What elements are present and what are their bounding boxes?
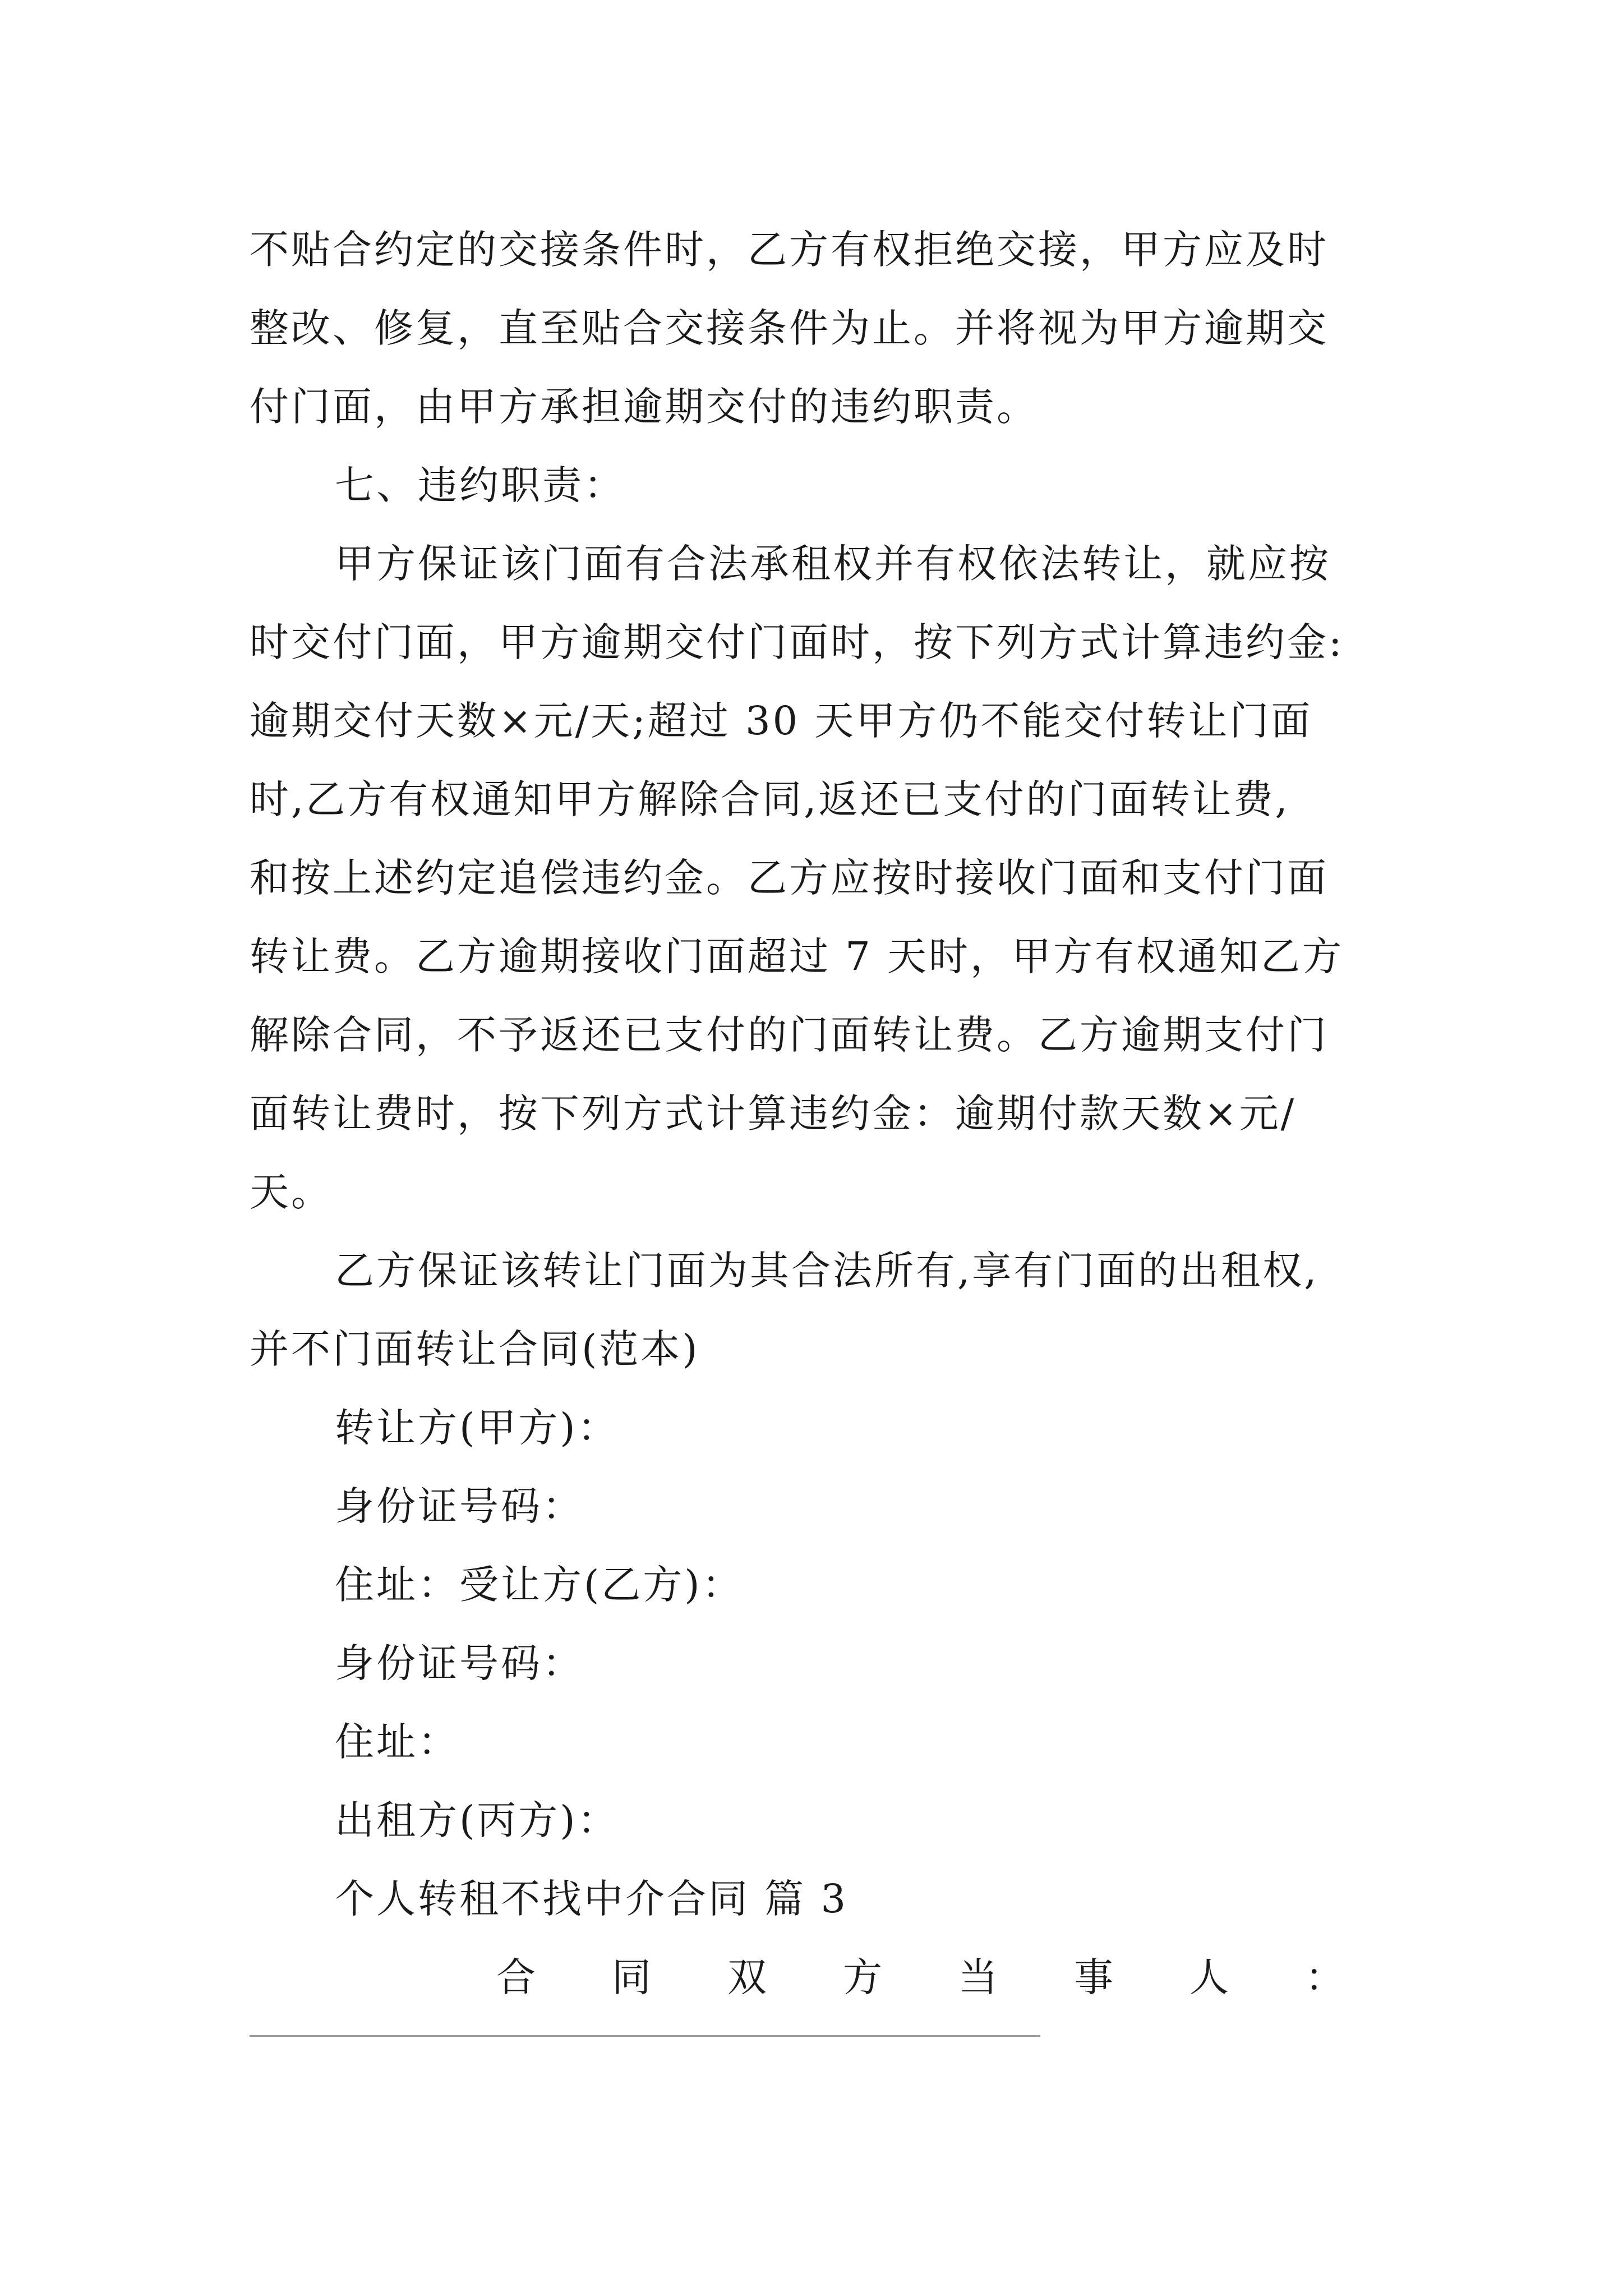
- text-line: 面转让费时，按下列方式计算违约金：逾期付款天数×元/: [250, 1091, 1297, 1137]
- document-body: [250, 210, 1388, 2017]
- bottom-rule-divider: [250, 2035, 1040, 2037]
- field-address: 住址：: [335, 1719, 459, 1765]
- text-line: 并不门面转让合同(范本): [250, 1326, 700, 1372]
- paragraph-breach-liability: [250, 524, 1388, 1231]
- parties-heading-char: 方: [843, 1954, 882, 2000]
- parties-heading-char: 双: [727, 1954, 767, 2000]
- parties-heading-char: 合: [496, 1954, 536, 2000]
- article-heading: 个人转租不找中介合同 篇 3: [335, 1876, 849, 1922]
- paragraph-party-b-guarantee: [250, 1231, 1388, 1388]
- field-lessor: 出租方(丙方)：: [335, 1797, 619, 1843]
- parties-heading: [250, 1938, 1388, 2017]
- parties-heading-char: ：: [1305, 1954, 1344, 2000]
- text-line: 付门面，由甲方承担逾期交付的违约职责。: [250, 384, 1038, 430]
- text-line: 转让费。乙方逾期接收门面超过 7 天时，甲方有权通知乙方: [250, 933, 1344, 979]
- field-id-number: 身份证号码：: [335, 1640, 584, 1686]
- parties-heading-char: 事: [1074, 1954, 1113, 2000]
- field-address-transferee: 住址：受让方(乙方)：: [335, 1562, 744, 1608]
- text-line: 天。: [250, 1169, 333, 1215]
- text-line: 时交付门面，甲方逾期交付门面时，按下列方式计算违约金:: [250, 619, 1344, 665]
- text-line: 甲方保证该门面有合法承租权并有权依法转让，就应按: [335, 541, 1331, 587]
- text-line: 时,乙方有权通知甲方解除合同,返还已支付的门面转让费,: [250, 776, 1290, 822]
- parties-heading-char: 人: [1189, 1954, 1229, 2000]
- text-line: 整改、修复，直至贴合交接条件为止。并将视为甲方逾期交: [250, 305, 1329, 351]
- text-line: 解除合同，不予返还已支付的门面转让费。乙方逾期支付门: [250, 1012, 1329, 1058]
- text-line: 不贴合约定的交接条件时，乙方有权拒绝交接，甲方应及时: [250, 227, 1329, 273]
- field-transferor: 转让方(甲方)：: [335, 1405, 619, 1451]
- text-line: 和按上述约定追偿违约金。乙方应按时接收门面和支付门面: [250, 855, 1329, 901]
- text-line: 逾期交付天数×元/天;超过 30 天甲方仍不能交付转让门面: [250, 698, 1313, 744]
- field-id-number: 身份证号码：: [335, 1483, 584, 1529]
- paragraph-handover-conditions: [250, 210, 1388, 446]
- section-heading-breach: 七、违约职责：: [335, 462, 625, 508]
- parties-heading-char: 当: [958, 1954, 998, 2000]
- text-line: 乙方保证该转让门面为其合法所有,享有门面的出租权,: [335, 1248, 1319, 1294]
- parties-heading-char: 同: [612, 1954, 651, 2000]
